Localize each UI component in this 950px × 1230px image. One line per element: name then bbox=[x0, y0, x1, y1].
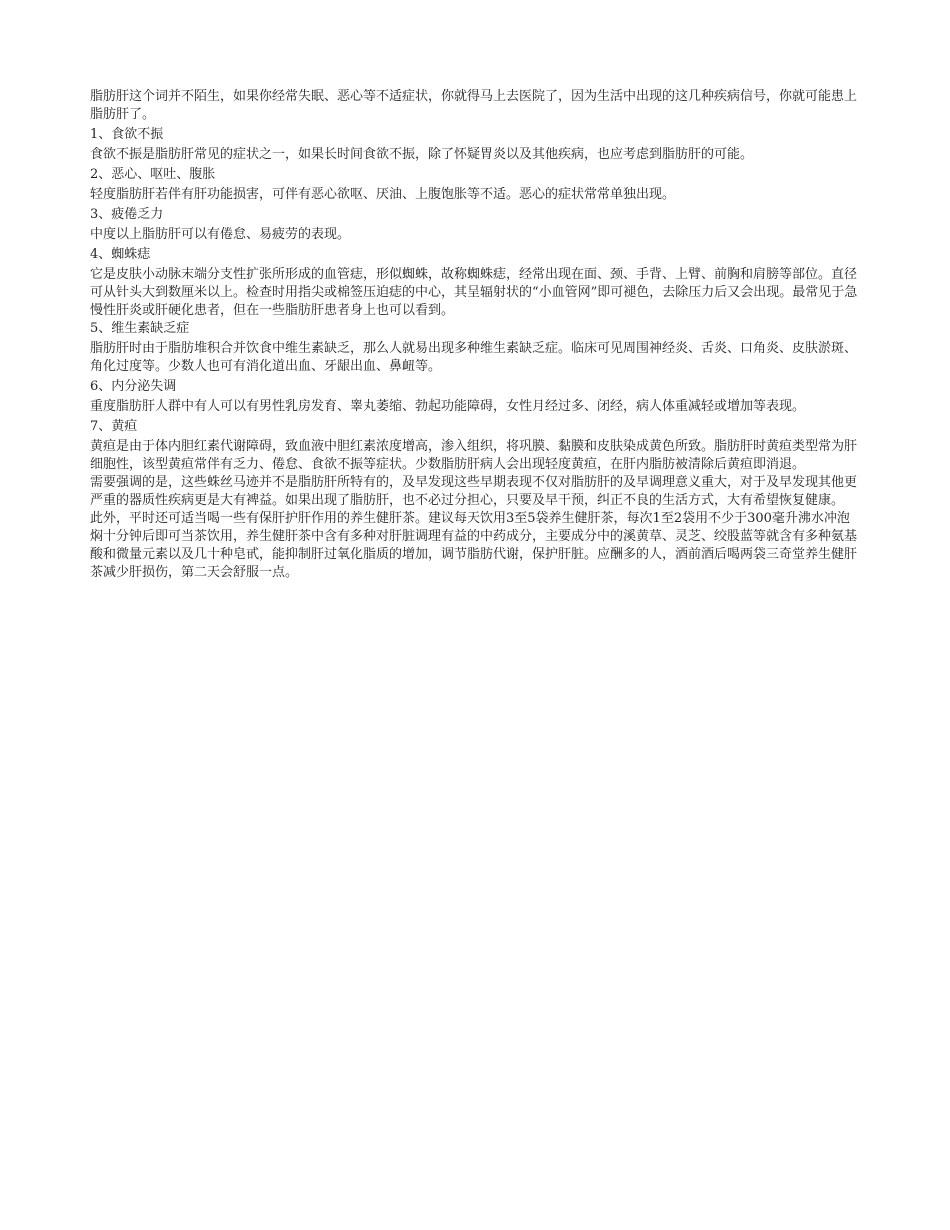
section-heading-6: 6、内分泌失调 bbox=[90, 379, 177, 394]
section-body-4: 它是皮肤小动脉末端分支性扩张所形成的血管痣，形似蜘蛛，故称蜘蛛痣，经常出现在面、颈、手背、上臂、前胸和肩膀等部位。直径可从针头大到数厘米以上。检查时用指尖或棉签压迫痣的中心，其呈辐射状的“小血管网”即可褪色，去除压力后又会出现。最常见于急慢性肝炎或肝硬化患者，但在一些脂肪肝患者身上也可以看到。 bbox=[90, 267, 858, 318]
section-body-6: 重度脂肪肝人群中有人可以有男性乳房发育、睾丸萎缩、勃起功能障碍，女性月经过多、闭经，病人体重减轻或增加等表现。 bbox=[90, 399, 806, 414]
section-body-3: 中度以上脂肪肝可以有倦怠、易疲劳的表现。 bbox=[90, 227, 351, 242]
emphasis-paragraph: 需要强调的是，这些蛛丝马迹并不是脂肪肝所特有的，及早发现这些早期表现不仅对脂肪肝的及早调理意义重大，对于及早发现其他更严重的器质性疾病更是大有裨益。如果出现了脂肪肝，也不必过分担心，只要及早干预，纠正不良的生活方式，大有希望恢复健康。 bbox=[90, 475, 858, 508]
section-heading-3: 3、疲倦乏力 bbox=[90, 207, 164, 222]
document-page bbox=[90, 88, 860, 582]
section-heading-2: 2、恶心、呕吐、腹胀 bbox=[90, 167, 216, 182]
section-body-7: 黄疸是由于体内胆红素代谢障碍，致血液中胆红素浓度增高，渗入组织，将巩膜、黏膜和皮肤染成黄色所致。脂肪肝时黄疸类型常为肝细胞性，该型黄疸常伴有乏力、倦怠、食欲不振等症状。少数脂肪肝病人会出现轻度黄疸，在肝内脂肪被清除后黄疸即消退。 bbox=[90, 439, 858, 472]
section-heading-5: 5、维生素缺乏症 bbox=[90, 321, 190, 336]
closing-paragraph: 此外，平时还可适当喝一些有保肝护肝作用的养生健肝茶。建议每天饮用3至5袋养生健肝茶，每次1至2袋用不少于300毫升沸水冲泡焖十分钟后即可当茶饮用，养生健肝茶中含有多种对肝脏调理有益的中药成分，主要成分中的溪黄草、灵芝、绞股蓝等就含有多种氨基酸和微量元素以及几十种皂甙，能抑制肝过氧化脂质的增加，调节脂肪代谢，保护肝脏。应酬多的人，酒前酒后喝两袋三奇堂养生健肝茶减少肝损伤，第二天会舒服一点。 bbox=[90, 511, 858, 580]
section-heading-4: 4、蜘蛛痣 bbox=[90, 247, 151, 262]
section-body-1: 食欲不振是脂肪肝常见的症状之一，如果长时间食欲不振，除了怀疑胃炎以及其他疾病，也应考虑到脂肪肝的可能。 bbox=[90, 147, 754, 162]
section-body-5: 脂肪肝时由于脂肪堆积合并饮食中维生素缺乏，那么人就易出现多种维生素缺乏症。临床可见周围神经炎、舌炎、口角炎、皮肤淤斑、角化过度等。少数人也可有消化道出血、牙龈出血、鼻衄等。 bbox=[90, 341, 858, 374]
section-heading-7: 7、黄疸 bbox=[90, 419, 138, 434]
section-body-2: 轻度脂肪肝若伴有肝功能损害，可伴有恶心欲呕、厌油、上腹饱胀等不适。恶心的症状常常单独出现。 bbox=[90, 187, 676, 202]
intro-paragraph: 脂肪肝这个词并不陌生，如果你经常失眠、恶心等不适症状，你就得马上去医院了，因为生活中出现的这几种疾病信号，你就可能患上脂肪肝了。 bbox=[90, 89, 858, 122]
section-heading-1: 1、食欲不振 bbox=[90, 127, 164, 142]
